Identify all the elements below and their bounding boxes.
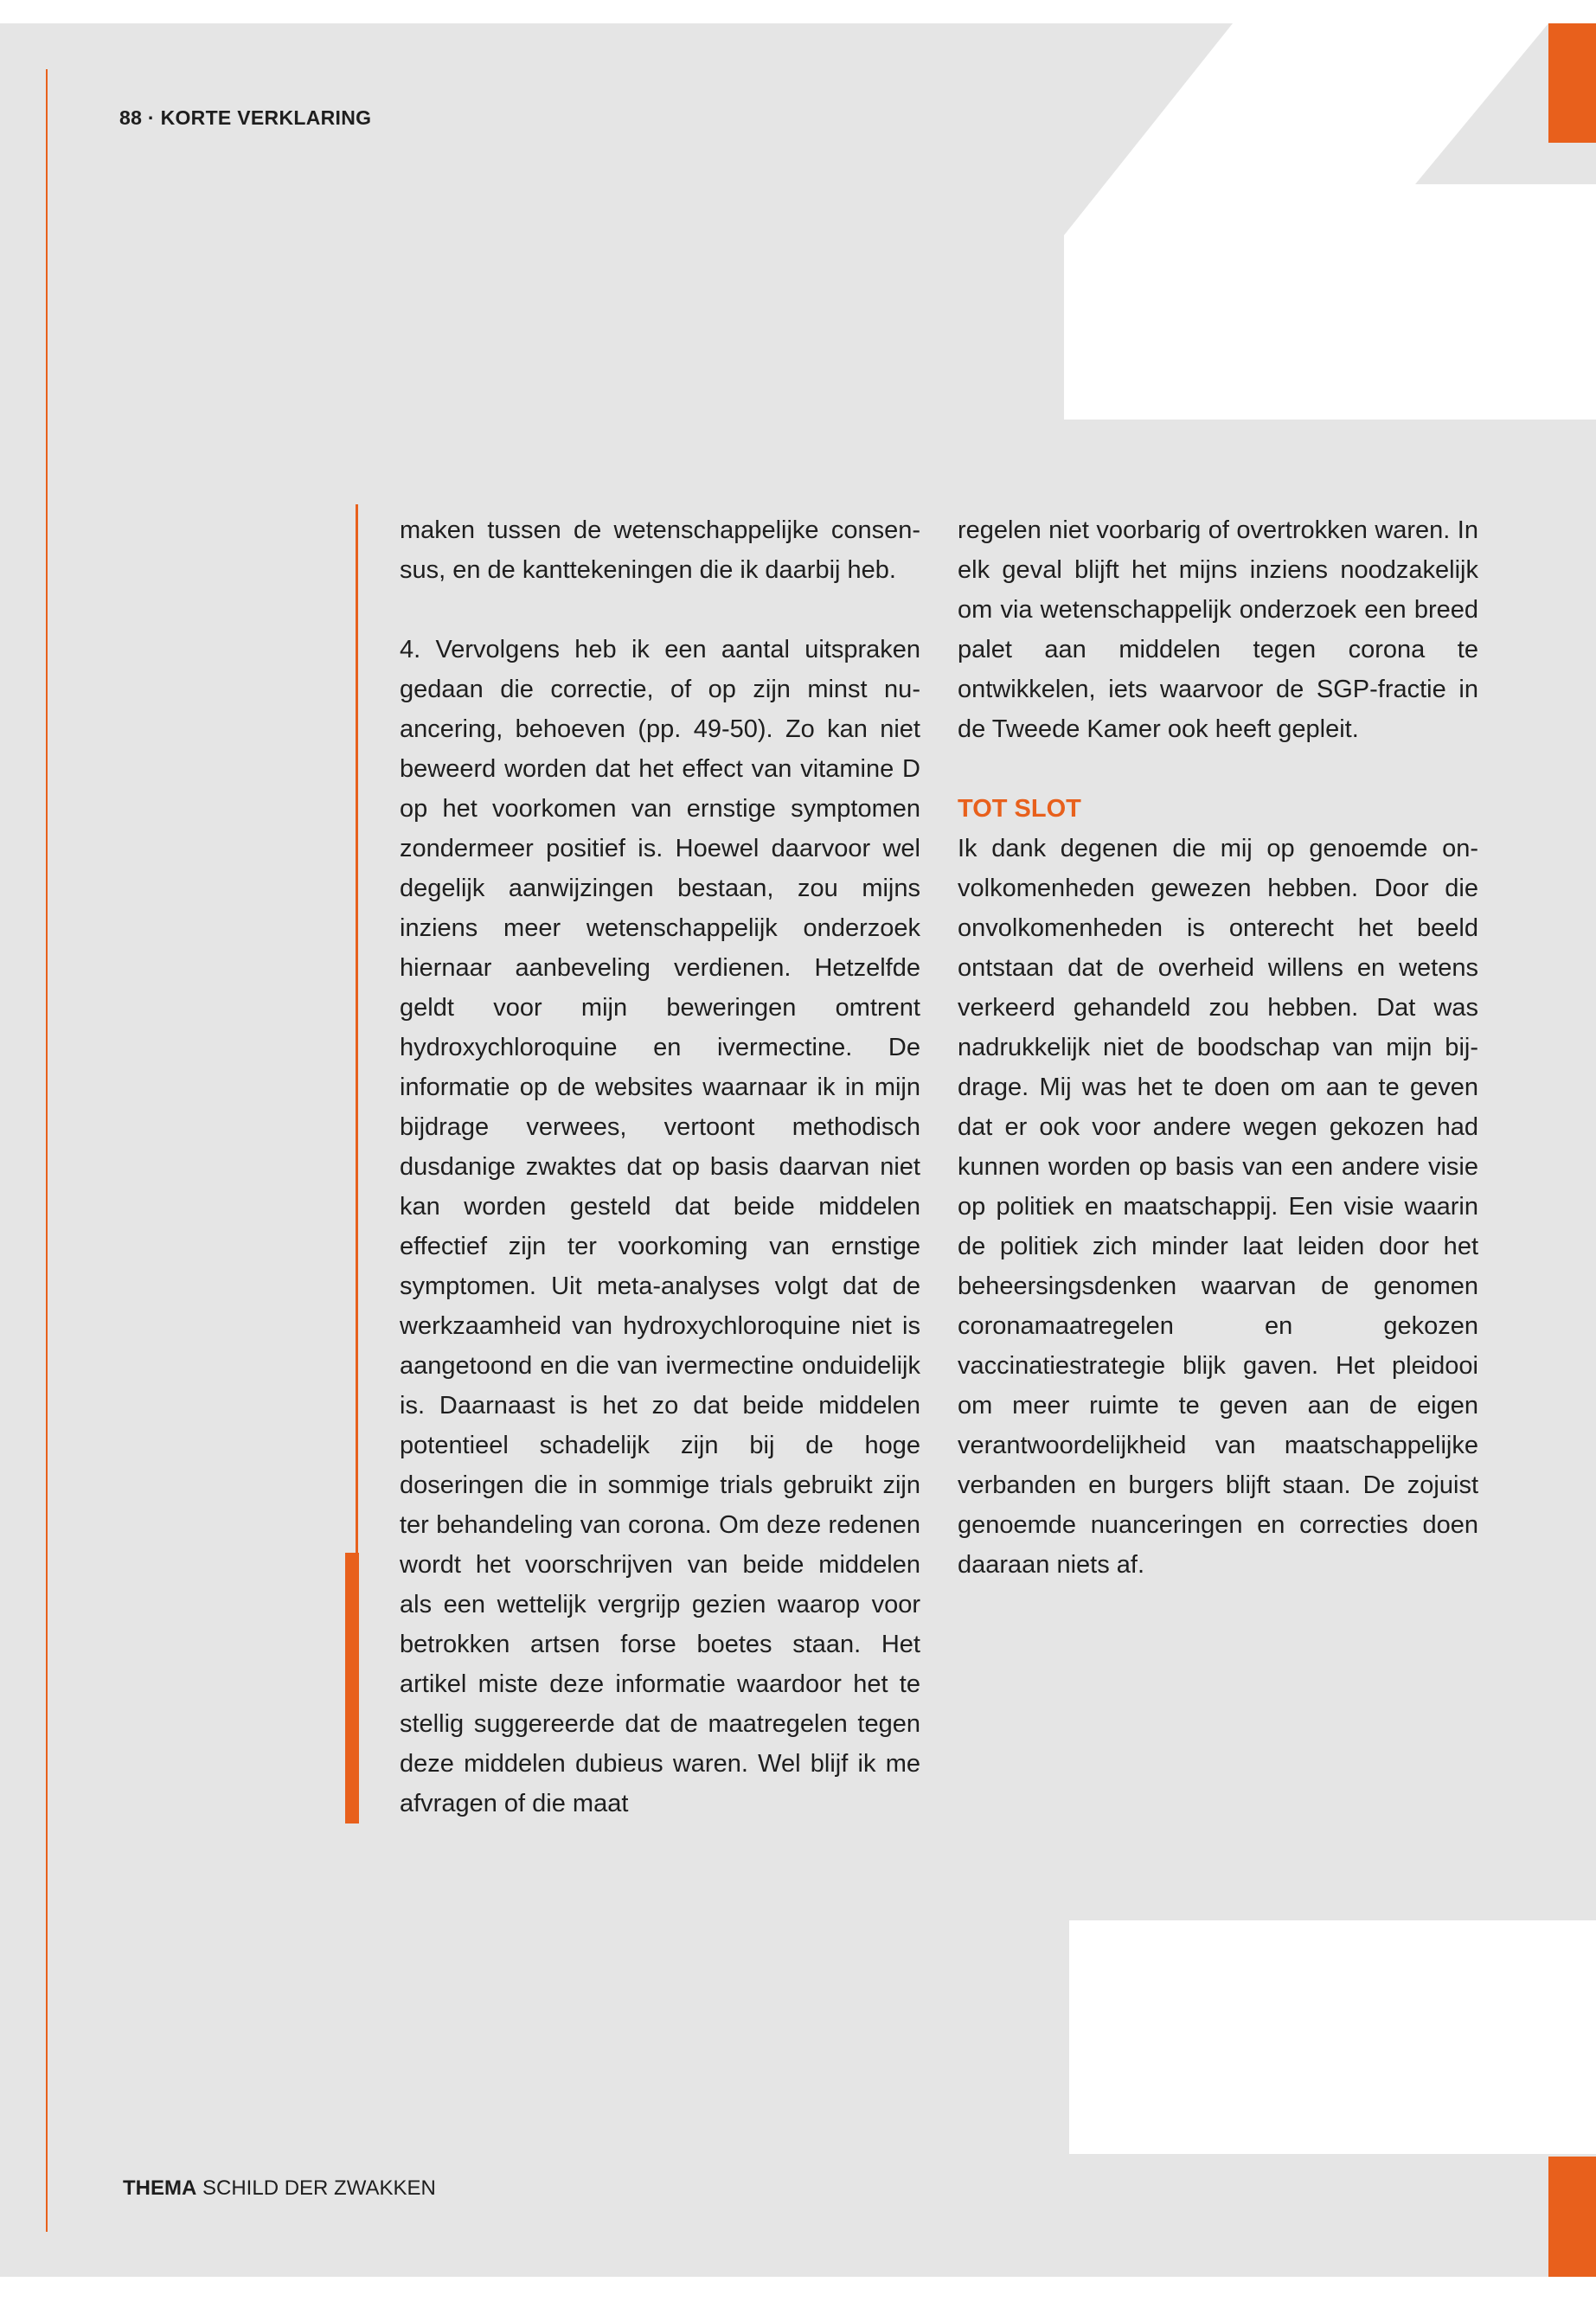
left-column: [400, 510, 920, 1823]
running-header: [119, 106, 371, 130]
paragraph: maken tussen de wetenschappelijke consensus, en de kanttekeningen die ik daarbij heb.: [400, 516, 920, 584]
page-edge-rule: [46, 69, 48, 2232]
paragraph: regelen niet voorbarig of overtrokken waren. In elk geval blijft het mijns inziens noodzakelijk om via wetenschappelijk onderzoek een breed palet aan middelen tegen corona te ontwikkelen, iets waarvoor de SGP-fractie in de Tweede Kamer ook heeft gepleit.: [958, 516, 1478, 743]
footer-title: SCHILD DER ZWAKKEN: [202, 2176, 436, 2200]
column-rule-accent-bar: [345, 1553, 359, 1823]
white-box-bottom: [1069, 1920, 1596, 2154]
orange-tab-top: [1548, 23, 1596, 143]
page-number: 88: [119, 106, 143, 129]
running-footer: [123, 2176, 436, 2201]
subheading-tot-slot: TOT SLOT: [958, 795, 1081, 823]
header-separator: ·: [147, 106, 155, 129]
paragraph: Ik dank degenen die mij op genoemde onvolkomenheden gewezen hebben. Door die onvolkomenheden is onterecht het beeld ontstaan dat de overheid willens en wetens verkeerd gehandeld zou hebben. Dat was nadrukkelijk niet de boodschap van mijn bijdrage. Mij was het te doen om aan te geven dat er ook voor andere wegen gekozen had kunnen worden op basis van een andere visie op politiek en maatschappij. Een visie waarin de politiek zich minder laat leiden door het beheersingsdenken waarvan de genomen coronamaatregelen en gekozen vaccinatiestrategie blijk gaven. Het pleidooi om meer ruimte te geven aan de eigen verantwoordelijkheid van maatschappelijke verbanden en burgers blijft staan. De zojuist genoemde nuanceringen en correcties doen daaraan niets af.: [958, 835, 1478, 1579]
section-title: KORTE VERKLARING: [160, 106, 372, 129]
orange-tab-bottom: [1548, 2157, 1596, 2277]
footer-thema-label: THEMA: [123, 2176, 197, 2200]
white-shape-top: [1064, 23, 1596, 420]
paragraph: 4. Vervolgens heb ik een aantal uitspraken gedaan die correctie, of op zijn minst nuancering, behoeven (pp. 49-50). Zo kan niet beweerd worden dat het effect van vitamine D op het voorkomen van ernstige symptomen zondermeer positief is. Hoewel daarvoor wel degelijk aanwijzingen bestaan, zou mijns inziens meer wetenschappelijk onderzoek hiernaar aanbeveling verdienen. Hetzelfde geldt voor mijn beweringen omtrent hydroxychloroquine en ivermectine. De informatie op de websites waarnaar ik in mijn bijdrage verwees, vertoont methodisch dusdanige zwaktes dat op basis daarvan niet kan worden gesteld dat beide middelen effectief zijn ter voorkoming van ernstige symptomen. Uit meta-analyses volgt dat de werkzaamheid van hydroxychloroquine niet is aangetoond en die van ivermectine onduidelijk is. Daarnaast is het zo dat beide middelen potentieel schadelijk zijn bij de hoge doseringen die in sommige trials gebruikt zijn ter behandeling van corona. Om deze redenen wordt het voorschrijven van beide middelen als een wettelijk vergrijp gezien waarop voor betrokken artsen forse boetes staan. Het artikel miste deze informatie waardoor het te stellig suggereerde dat de maatregelen tegen deze middelen dubieus waren. Wel blijf ik me afvragen of die maat: [400, 636, 920, 1817]
right-column: [958, 510, 1478, 1585]
